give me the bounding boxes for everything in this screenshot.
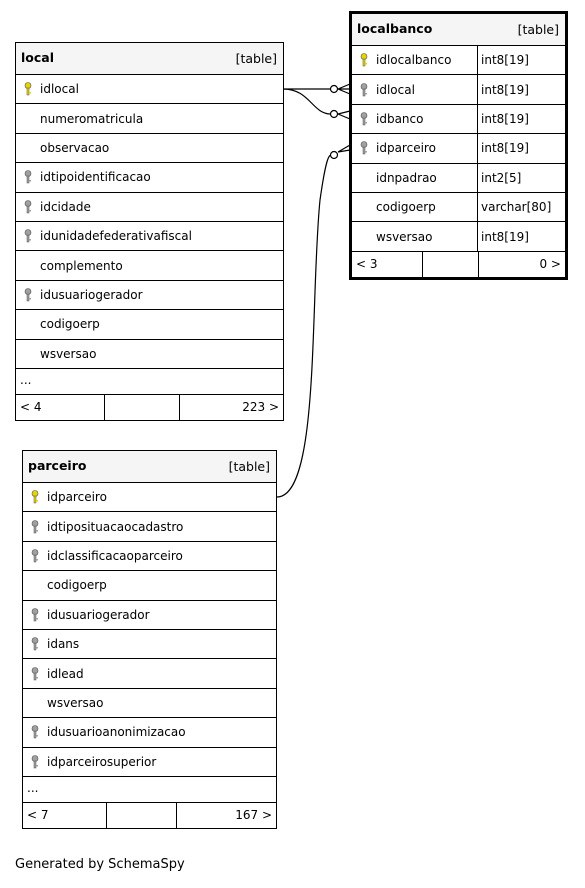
column-row-idparceiro[interactable]: [23, 483, 276, 512]
child-count[interactable]: 167 >: [235, 807, 272, 822]
generated-by-label: Generated by SchemaSpy: [15, 857, 185, 872]
column-row-idlocalbanco[interactable]: [352, 46, 565, 75]
column-name: idlocal: [40, 82, 79, 97]
crowfoot-circle-idparceiro: [331, 152, 338, 159]
column-row-idlead[interactable]: [23, 659, 276, 688]
column-name: idusuarioanonimizacao: [47, 725, 186, 740]
footer-middle: [107, 803, 177, 828]
column-name: codigoerp: [40, 317, 100, 332]
foreign-key-icon: [16, 170, 40, 184]
table-footer: [352, 252, 565, 277]
column-row-idtipoidentificacao[interactable]: [16, 163, 283, 192]
relationship-parceiro-localbanco: [277, 155, 331, 497]
foreign-key-icon: [23, 667, 47, 681]
column-row-idcidade[interactable]: [16, 193, 283, 222]
column-row-idbanco[interactable]: [352, 105, 565, 134]
foreign-key-icon: [23, 608, 47, 622]
column-row-wsversao[interactable]: [352, 222, 565, 251]
column-name: idlocal: [376, 82, 415, 97]
parent-count[interactable]: < 7: [23, 803, 107, 828]
column-row-idusuariogerador[interactable]: [23, 601, 276, 630]
column-row-idnpadrao[interactable]: [352, 164, 565, 193]
more-columns: ...: [16, 369, 283, 395]
foreign-key-icon: [16, 200, 40, 214]
column-type: varchar[80]: [481, 200, 552, 215]
column-name-cell: [352, 105, 478, 133]
foreign-key-icon: [352, 141, 376, 155]
foreign-key-icon: [23, 520, 47, 534]
foreign-key-icon: [23, 755, 47, 769]
table-parceiro[interactable]: [22, 450, 277, 829]
table-localbanco[interactable]: [349, 11, 568, 280]
column-name: idcidade: [40, 199, 91, 214]
column-row-wsversao[interactable]: [16, 340, 283, 369]
relationship-local-localbanco-branch: [283, 89, 331, 114]
table-header[interactable]: [23, 451, 276, 483]
column-name: idparceiro: [47, 490, 107, 505]
column-row-codigoerp[interactable]: [16, 310, 283, 339]
column-name: codigoerp: [47, 578, 107, 593]
column-type: int8[19]: [481, 111, 529, 126]
column-name: complemento: [40, 258, 123, 273]
column-list: [16, 75, 283, 369]
column-type: int8[19]: [481, 229, 529, 244]
column-name: idusuariogerador: [40, 287, 143, 302]
column-name: wsversao: [40, 346, 97, 361]
column-name-cell: [352, 193, 478, 221]
column-list: [352, 46, 565, 252]
column-row-codigoerp[interactable]: [23, 571, 276, 600]
column-row-numeromatricula[interactable]: [16, 104, 283, 133]
column-name: idunidadefederativafiscal: [40, 229, 192, 244]
column-name: codigoerp: [376, 200, 436, 215]
column-type: int8[19]: [481, 141, 529, 156]
table-kind: [table]: [228, 459, 270, 474]
column-name-cell: [352, 222, 478, 250]
column-type: int2[5]: [481, 170, 522, 185]
footer-middle: [105, 395, 180, 420]
child-count[interactable]: 0 >: [539, 256, 561, 271]
foreign-key-icon: [23, 637, 47, 651]
table-footer: [23, 803, 276, 828]
column-row-idclassificacaoparceiro[interactable]: [23, 542, 276, 571]
column-row-idlocal[interactable]: [16, 75, 283, 104]
foreign-key-icon: [16, 288, 40, 302]
column-name: idparceiro: [376, 141, 436, 156]
primary-key-icon: [352, 53, 376, 67]
crowfoot-circle-idlocal: [331, 86, 338, 93]
foreign-key-icon: [23, 549, 47, 563]
column-row-idlocal[interactable]: [352, 75, 565, 104]
column-type: int8[19]: [481, 82, 529, 97]
foreign-key-icon: [16, 229, 40, 243]
column-row-complemento[interactable]: [16, 251, 283, 280]
parent-count[interactable]: < 3: [352, 252, 423, 277]
column-name: idusuariogerador: [47, 607, 150, 622]
column-row-idparceiro[interactable]: [352, 134, 565, 163]
column-row-idtiposituacaocadastro[interactable]: [23, 512, 276, 541]
more-columns: ...: [23, 777, 276, 803]
column-name: wsversao: [376, 229, 433, 244]
primary-key-icon: [23, 490, 47, 504]
table-kind: [table]: [235, 51, 277, 66]
table-footer: [16, 395, 283, 420]
column-name-cell: [352, 134, 478, 162]
column-name: idnpadrao: [376, 170, 437, 185]
column-row-idans[interactable]: [23, 630, 276, 659]
foreign-key-icon: [23, 725, 47, 739]
foreign-key-icon: [352, 112, 376, 126]
column-row-idusuariogerador[interactable]: [16, 281, 283, 310]
column-name: idclassificacaoparceiro: [47, 548, 183, 563]
column-row-observacao[interactable]: [16, 134, 283, 163]
column-name-cell: [352, 164, 478, 192]
column-row-codigoerp[interactable]: [352, 193, 565, 222]
column-name: idparceirosuperior: [47, 754, 157, 769]
column-name: idbanco: [376, 111, 424, 126]
column-list: [23, 483, 276, 777]
table-kind: [table]: [517, 22, 559, 37]
foreign-key-icon: [352, 83, 376, 97]
footer-middle: [423, 252, 479, 277]
column-row-idparceirosuperior[interactable]: [23, 748, 276, 777]
child-count[interactable]: 223 >: [242, 399, 279, 414]
column-name: numeromatricula: [40, 111, 144, 126]
column-name-cell: [352, 75, 478, 103]
crowfoot-circle-idbanco: [331, 111, 338, 118]
table-name: local: [21, 50, 55, 65]
parent-count[interactable]: < 4: [16, 395, 105, 420]
column-row-wsversao[interactable]: [23, 689, 276, 718]
column-row-idusuarioanonimizacao[interactable]: [23, 718, 276, 747]
column-row-idunidadefederativafiscal[interactable]: [16, 222, 283, 251]
column-name-cell: [352, 46, 478, 74]
column-name: idans: [47, 637, 80, 652]
column-name: idtipoidentificacao: [40, 170, 151, 185]
column-type: int8[19]: [481, 53, 529, 68]
table-name: localbanco: [357, 21, 433, 36]
primary-key-icon: [16, 82, 40, 96]
column-name: idlead: [47, 666, 84, 681]
column-name: observacao: [40, 140, 110, 155]
column-name: wsversao: [47, 695, 104, 710]
table-name: parceiro: [28, 458, 87, 473]
column-name: idlocalbanco: [376, 53, 452, 68]
table-header[interactable]: [16, 43, 283, 75]
table-header[interactable]: [352, 14, 565, 46]
column-name: idtiposituacaocadastro: [47, 519, 184, 534]
table-local[interactable]: [15, 42, 284, 421]
